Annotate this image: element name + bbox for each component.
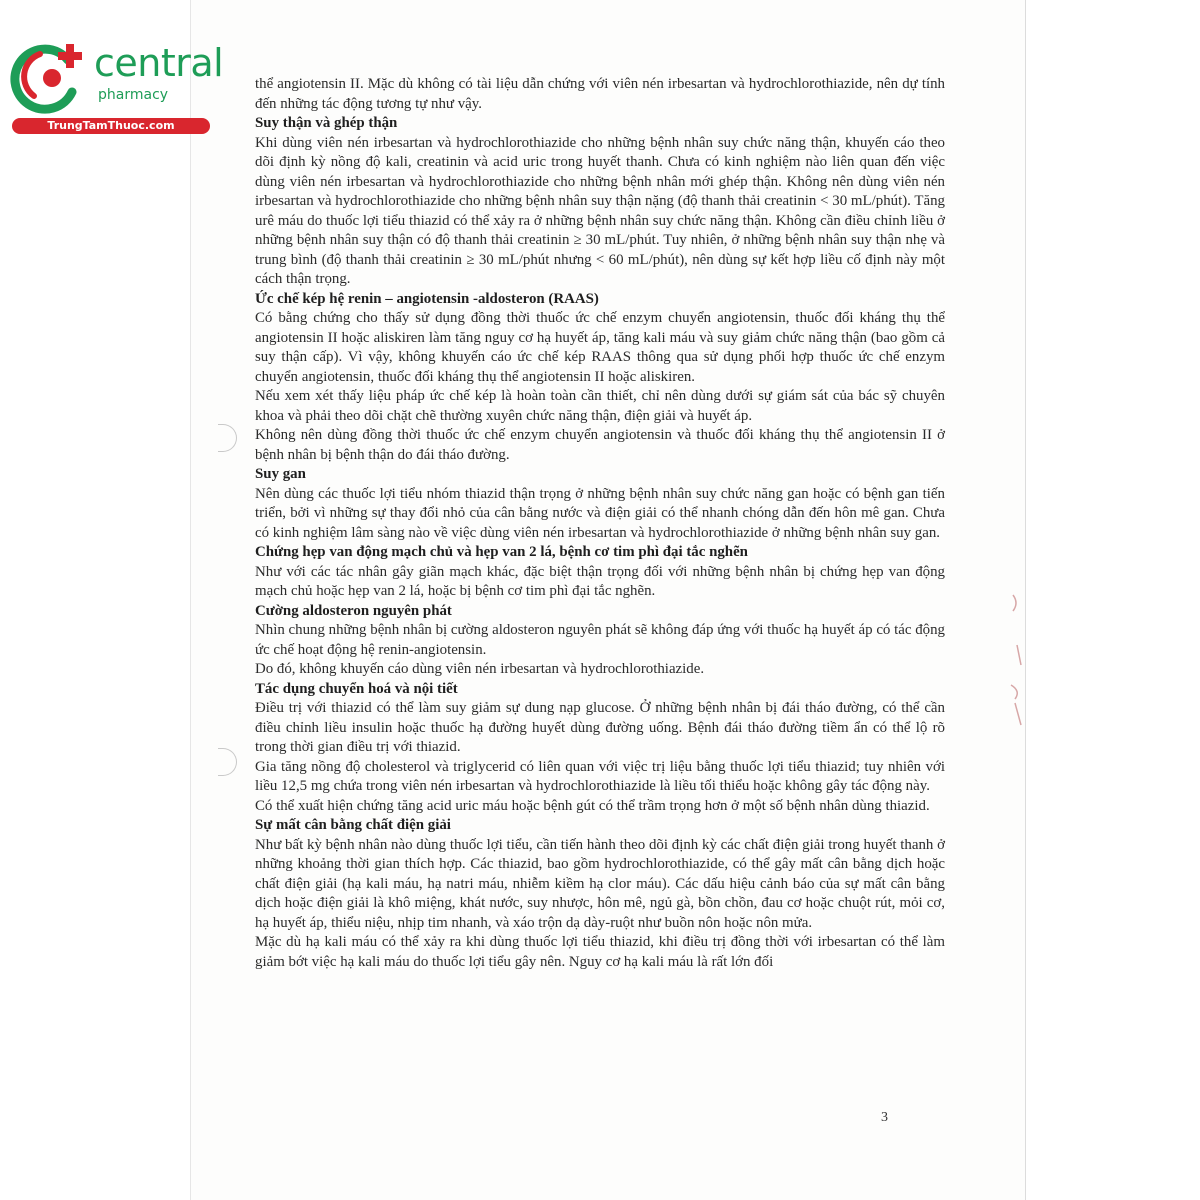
paragraph: Có thể xuất hiện chứng tăng acid uric máu hoặc bệnh gút có thể trầm trọng hơn ở một số bệnh nhân dùng thiazid. bbox=[255, 797, 930, 814]
section-heading: Sự mất cân bằng chất điện giải bbox=[255, 817, 451, 833]
brand-tagline: pharmacy bbox=[98, 87, 169, 103]
paragraph: Như bất kỳ bệnh nhân nào dùng thuốc lợi tiểu, cần tiến hành theo dõi định kỳ các chất điện giải trong huyết thanh ở những khoảng thời gian thích hợp. Các thiazid, bao gồm hydrochlorothiazide, có thể gây mất cân bằng dịch hoặc chất điện giải (hạ kali máu, hạ natri máu, nhiễm kiềm hạ clor máu). Các dấu hiệu cảnh báo của sự mất cân bằng dịch hoặc điện giải là khô miệng, khát nước, suy nhược, hôn mê, ngủ gà, bồn chồn, đau cơ hoặc chuột rút, mỏi cơ, hạ huyết áp, thiểu niệu, nhịp tim nhanh, và xáo trộn dạ dày-ruột như buồn nôn hoặc nôn mửa. bbox=[255, 836, 945, 931]
paragraph: Không nên dùng đồng thời thuốc ức chế enzym chuyển angiotensin và thuốc đối kháng thụ thể angiotensin II ở bệnh nhân bị bệnh thận do đái tháo đường. bbox=[255, 427, 945, 463]
paragraph: Gia tăng nồng độ cholesterol và triglycerid có liên quan với việc trị liệu bằng thuốc lợi tiểu thiazid; tuy nhiên với liều 12,5 mg chứa trong viên nén irbesartan và hydrochlorothiazide là liều tối thiểu hoặc không gây tác động này. bbox=[255, 758, 945, 794]
section-heading: Chứng hẹp van động mạch chủ và hẹp van 2 lá, bệnh cơ tim phì đại tắc nghẽn bbox=[255, 544, 748, 560]
document-body bbox=[255, 75, 945, 972]
paragraph: Nếu xem xét thấy liệu pháp ức chế kép là hoàn toàn cần thiết, chỉ nên dùng dưới sự giám sát của bác sỹ chuyên khoa và phải theo dõi chặt chẽ thường xuyên chức năng thận, điện giải và huyết áp. bbox=[255, 388, 945, 424]
section-heading: Suy thận và ghép thận bbox=[255, 115, 398, 131]
section-heading: Tác dụng chuyển hoá và nội tiết bbox=[255, 680, 458, 697]
paragraph: Do đó, không khuyến cáo dùng viên nén irbesartan và hydrochlorothiazide. bbox=[255, 661, 705, 677]
section-heading: Cường aldosteron nguyên phát bbox=[255, 602, 452, 619]
section-heading: Suy gan bbox=[255, 466, 306, 482]
paragraph: Nên dùng các thuốc lợi tiểu nhóm thiazid thận trọng ở những bệnh nhân suy chức năng gan hoặc có bệnh gan tiến triển, bởi vì những sự thay đổi nhỏ của cân bằng nước và điện giải có thể nhanh chóng dẫn đến hôn mê gan. Chưa có kinh nghiệm lâm sàng nào về việc dùng viên nén irbesartan và hydrochlorothiazide ở những bệnh nhân suy gan. bbox=[255, 485, 945, 541]
paragraph: Có bằng chứng cho thấy sử dụng đồng thời thuốc ức chế enzym chuyển angiotensin, thuốc đối kháng thụ thể angiotensin II hoặc aliskiren làm tăng nguy cơ hạ huyết áp, tăng kali máu và suy giảm chức năng thận (bao gồm cả suy thận cấp). Vì vậy, không khuyến cáo ức chế kép RAAS thông qua sử dụng phối hợp thuốc ức chế enzym chuyển angiotensin, thuốc đối kháng thụ thể angiotensin II hoặc aliskiren. bbox=[255, 310, 945, 385]
paragraph: Như với các tác nhân gây giãn mạch khác, đặc biệt thận trọng đối với những bệnh nhân bị chứng hẹp van động mạch chủ hoặc hẹp van 2 lá, hoặc bị bệnh cơ tim phì đại tắc nghẽn. bbox=[255, 563, 945, 599]
paragraph: Khi dùng viên nén irbesartan và hydrochlorothiazide cho những bệnh nhân suy chức năng thận, khuyến cáo theo dõi định kỳ nồng độ kali, creatinin và acid uric trong huyết thanh. Chưa có kinh nghiệm nào liên quan đến việc dùng viên nén irbesartan và hydrochlorothiazide cho những bệnh nhân mới ghép thận. Không nên dùng viên nén irbesartan và hydrochlorothiazide cho những bệnh nhân suy thận nặng (độ thanh thải creatinin < 30 mL/phút). Tăng urê máu do thuốc lợi tiểu thiazid có thể xảy ra ở những bệnh nhân suy chức năng thận. Không cần điều chỉnh liều ở những bệnh nhân suy thận có độ thanh thải creatinin ≥ 30 mL/phút. Tuy nhiên, ở những bệnh nhân suy thận nhẹ và trung bình (độ thanh thải creatinin ≥ 30 mL/phút nhưng < 60 mL/phút), nên dùng sự kết hợp liều cố định này một cách thận trọng. bbox=[255, 134, 945, 287]
page-number: 3 bbox=[881, 1110, 888, 1125]
paragraph: Nhìn chung những bệnh nhân bị cường aldosteron nguyên phát sẽ không đáp ứng với thuốc hạ huyết áp có tác động ức chế hoạt động hệ renin-angiotensin. bbox=[255, 622, 945, 658]
margin-stamp-mark bbox=[1003, 585, 1033, 730]
central-pharmacy-logo[interactable] bbox=[10, 40, 224, 136]
section-heading: Ức chế kép hệ renin – angiotensin -aldosteron (RAAS) bbox=[255, 290, 599, 307]
paragraph: Điều trị với thiazid có thể làm suy giảm sự dung nạp glucose. Ở những bệnh nhân bị đái tháo đường, có thể cần điều chỉnh liều insulin hoặc thuốc hạ đường huyết dùng đường uống. Bệnh đái tháo đường tiềm ẩn có thể lộ rõ trong thời gian điều trị với thiazid. bbox=[255, 700, 945, 755]
brand-name: central bbox=[94, 41, 224, 85]
paragraph: Mặc dù hạ kali máu có thể xảy ra khi dùng thuốc lợi tiểu thiazid, khi điều trị đồng thời với irbesartan có thể làm giảm bớt việc hạ kali máu do thuốc lợi tiểu gây nên. Nguy cơ hạ kali máu là rất lớn đối bbox=[255, 934, 945, 970]
paragraph: thể angiotensin II. Mặc dù không có tài liệu dẫn chứng với viên nén irbesartan và hydrochlorothiazide, nên dự tính đến những tác động tương tự như vậy. bbox=[255, 76, 945, 112]
brand-website: TrungTamThuoc.com bbox=[12, 118, 210, 134]
pharmacy-cross-logo-icon bbox=[10, 40, 94, 116]
